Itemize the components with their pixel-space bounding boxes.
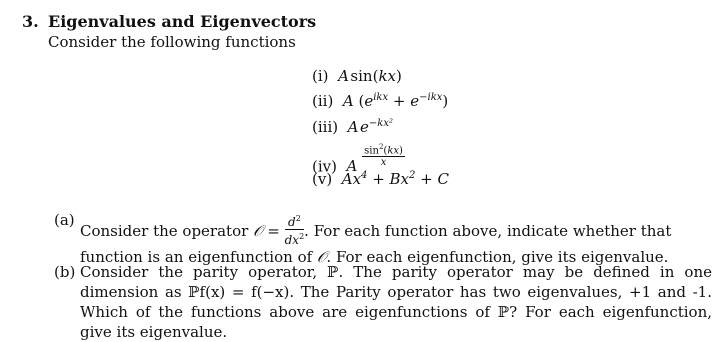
function-expression: A $(e^{ikx} + e^{-ikx})$ (342, 92, 449, 110)
function-expression: $Ax^4 + Bx^2 + C$ (341, 170, 449, 188)
function-label: (v) (312, 170, 333, 188)
function-label: (ii) (312, 92, 334, 110)
function-item-2 (312, 92, 448, 110)
function-expression: A $\frac{\sin^2(kx)}{x}$ (346, 143, 403, 176)
part-a-text-1: Consider the operator (80, 222, 249, 240)
function-expression: A $e^{-kx^2}$ (347, 118, 393, 136)
part-b (54, 262, 712, 341)
operator-definition: 𝒪 = $\frac{d^2}{dx^2}$ . (253, 214, 314, 247)
function-item-5 (312, 170, 449, 188)
part-a (54, 210, 712, 266)
function-label: (iii) (312, 118, 339, 136)
function-item-1 (312, 67, 402, 85)
part-b-label: (b) (54, 263, 76, 281)
problem-number: 3. (22, 12, 39, 31)
function-label: (iv) (312, 157, 337, 176)
part-a-text-2: For each function above, indicate whether that function is an eigenfunction of (80, 222, 672, 266)
problem-title: Eigenvalues and Eigenvectors (48, 12, 317, 31)
function-item-3 (312, 118, 393, 136)
part-b-text: Consider the parity operator, ℙ. The parity operator may be defined in one dimension as ℙf(x) = f(−x). The Parity operator has two eigenvalues, +1 and -1. Which of the functions above are eigenfunctions of ℙ? For each eigenfunction, give its eigenvalue. (80, 263, 712, 341)
function-expression: A sin(kx) (338, 67, 402, 85)
part-a-text-3: For each eigenfunction, give its eigenvalue. (335, 248, 669, 266)
problem-intro: Consider the following functions (48, 33, 296, 51)
function-label: (i) (312, 67, 329, 85)
operator-symbol: 𝒪. (316, 248, 332, 266)
part-a-label: (a) (54, 211, 75, 229)
